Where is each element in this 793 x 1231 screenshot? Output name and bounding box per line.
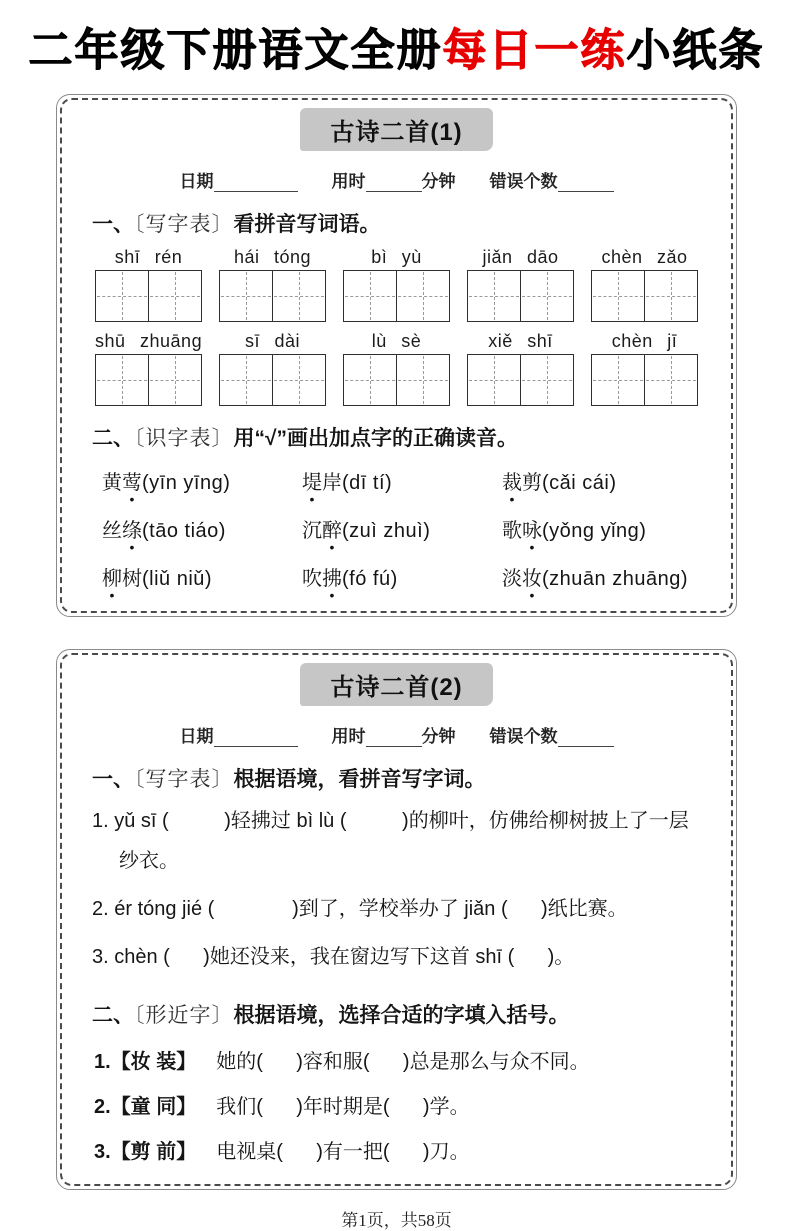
dotted-char: 裁	[502, 472, 522, 494]
pinyin-grid-row-2	[92, 331, 701, 406]
dotted-word-grid	[92, 466, 701, 591]
date-blank	[214, 729, 298, 747]
date-field	[180, 167, 298, 192]
word-group	[467, 247, 574, 322]
word-item: 歌咏(yǒng yǐng)	[502, 520, 647, 542]
writing-grid	[591, 354, 698, 406]
errors-blank	[558, 729, 614, 747]
section-tag: 〔识字表〕	[134, 426, 234, 450]
writing-grid	[467, 270, 574, 322]
pinyin-label: shī rén	[114, 247, 183, 267]
choice-item	[92, 1135, 701, 1164]
pinyin-options: (zuì zhuì)	[342, 520, 431, 542]
word-group	[95, 247, 202, 322]
word-group	[343, 331, 450, 406]
pinyin-options: (yǒng yǐng)	[542, 520, 647, 542]
page-footer: 第1页，共58页	[341, 1211, 452, 1230]
errors-field	[490, 167, 614, 192]
time-label: 用时	[331, 727, 366, 746]
card2-title-badge: 古诗二首(2)	[300, 663, 492, 706]
sentence-item: 1. yǔ sī ( )轻拂过 bì lù ( )的柳叶，仿佛给柳树披上了一层纱衣。	[92, 810, 689, 872]
writing-grid	[591, 270, 698, 322]
choice-pair: 1.【妆 装】	[94, 1051, 197, 1073]
writing-grid	[467, 354, 574, 406]
choice-sentence: 我们( )年时期是( )学。	[216, 1096, 470, 1118]
pinyin-label: shū zhuāng	[95, 331, 203, 351]
errors-label: 错误个数	[489, 727, 558, 746]
section-instruction: 用“√”画出加点字的正确读音。	[233, 427, 519, 450]
dotted-char: 柳	[102, 568, 122, 590]
writing-grid	[95, 354, 202, 406]
sentence-item: 2. ér tóng jié ( )到了，学校举办了 jiǎn ( )纸比赛。	[92, 898, 628, 920]
section-instruction: 根据语境，选择合适的字填入括号。	[233, 1004, 570, 1027]
word-group	[591, 247, 698, 322]
time-label: 用时	[331, 172, 366, 191]
section-instruction: 根据语境，看拼音写字词。	[233, 768, 486, 791]
pinyin-label: sī dài	[244, 331, 301, 351]
choice-item	[92, 1090, 701, 1119]
word-group	[591, 331, 698, 406]
card1-meta-line	[92, 167, 701, 192]
writing-grid	[95, 270, 202, 322]
word-group	[95, 331, 202, 406]
date-blank	[214, 174, 298, 192]
time-field	[332, 722, 456, 747]
card2-meta-line	[92, 722, 701, 747]
time-field	[332, 167, 456, 192]
card2-section1-heading	[92, 763, 701, 793]
word-item: 丝绦(tāo tiáo)	[102, 520, 226, 542]
word-item: 淡妆(zhuān zhuāng)	[502, 568, 688, 590]
word-group	[219, 331, 326, 406]
pinyin-label: xiě shī	[488, 331, 553, 351]
errors-field	[490, 722, 614, 747]
dotted-char: 莺	[122, 472, 142, 494]
dotted-char: 拂	[322, 568, 342, 590]
writing-grid	[219, 270, 326, 322]
practice-card-2-inner	[60, 653, 733, 1186]
word-item: 沉醉(zuì zhuì)	[302, 520, 431, 542]
section-number: 二、	[92, 427, 134, 450]
section-number: 一、	[92, 213, 134, 236]
word-item: 堤岸(dī tí)	[302, 472, 393, 494]
card1-section2-heading	[92, 422, 701, 452]
errors-blank	[558, 174, 614, 192]
section-instruction: 看拼音写词语。	[233, 213, 381, 236]
card1-title-badge: 古诗二首(1)	[300, 108, 492, 151]
pinyin-label: bì yù	[371, 247, 422, 267]
time-blank	[366, 174, 422, 192]
page-title-highlight: 每日一练	[442, 26, 627, 75]
dotted-char: 醉	[322, 520, 342, 542]
choice-pair: 3.【剪 前】	[94, 1141, 197, 1163]
pinyin-options: (tāo tiáo)	[142, 520, 226, 542]
minutes-label: 分钟	[421, 172, 456, 191]
dotted-char: 咏	[522, 520, 542, 542]
pinyin-label: jiǎn dāo	[482, 247, 559, 267]
section-number: 二、	[92, 1004, 134, 1027]
word-item: 裁剪(cǎi cái)	[502, 472, 617, 494]
section-tag: 〔形近字〕	[134, 1003, 234, 1027]
page-title-part2: 小纸条	[626, 26, 765, 75]
word-item: 黄莺(yīn yīng)	[102, 472, 231, 494]
word-group	[219, 247, 326, 322]
word-group	[343, 247, 450, 322]
date-field	[180, 722, 298, 747]
dotted-char: 妆	[522, 568, 542, 590]
choice-pair: 2.【童 同】	[94, 1096, 197, 1118]
word-item: 吹拂(fó fú)	[302, 568, 398, 590]
pinyin-options: (liǔ niǔ)	[142, 568, 213, 590]
card1-section1-heading	[92, 208, 701, 238]
date-label: 日期	[179, 727, 214, 746]
writing-grid	[343, 354, 450, 406]
pinyin-label: chèn zǎo	[601, 247, 688, 267]
pinyin-options: (cǎi cái)	[542, 472, 617, 494]
pinyin-label: lù sè	[371, 331, 422, 351]
dotted-char: 堤	[302, 472, 322, 494]
date-label: 日期	[179, 172, 214, 191]
page-title	[0, 14, 793, 78]
practice-card-2	[56, 649, 737, 1190]
section-tag: 〔写字表〕	[134, 767, 234, 791]
pinyin-options: (yīn yīng)	[142, 472, 231, 494]
pinyin-options: (fó fú)	[342, 568, 398, 590]
minutes-label: 分钟	[421, 727, 456, 746]
section-tag: 〔写字表〕	[134, 212, 234, 236]
practice-card-1	[56, 94, 737, 617]
sentence-item: 3. chèn ( )她还没来，我在窗边写下这首 shī ( )。	[92, 946, 575, 968]
page-title-part1: 二年级下册语文全册	[28, 26, 443, 75]
section-number: 一、	[92, 768, 134, 791]
pinyin-options: (dī tí)	[342, 472, 393, 494]
practice-card-1-inner	[60, 98, 733, 613]
pinyin-grid-row-1	[92, 247, 701, 322]
pinyin-options: (zhuān zhuāng)	[542, 568, 688, 590]
pinyin-label: hái tóng	[233, 247, 312, 267]
choice-sentence: 电视桌( )有一把( )刀。	[216, 1141, 470, 1163]
dotted-char: 绦	[122, 520, 142, 542]
writing-grid	[343, 270, 450, 322]
errors-label: 错误个数	[489, 172, 558, 191]
pinyin-label: chèn jī	[611, 331, 678, 351]
card2-section2-heading	[92, 999, 701, 1029]
choice-item	[92, 1045, 701, 1074]
word-group	[467, 331, 574, 406]
writing-grid	[219, 354, 326, 406]
word-item: 柳树(liǔ niǔ)	[102, 568, 213, 590]
choice-sentence: 她的( )容和服( )总是那么与众不同。	[216, 1051, 590, 1073]
time-blank	[366, 729, 422, 747]
